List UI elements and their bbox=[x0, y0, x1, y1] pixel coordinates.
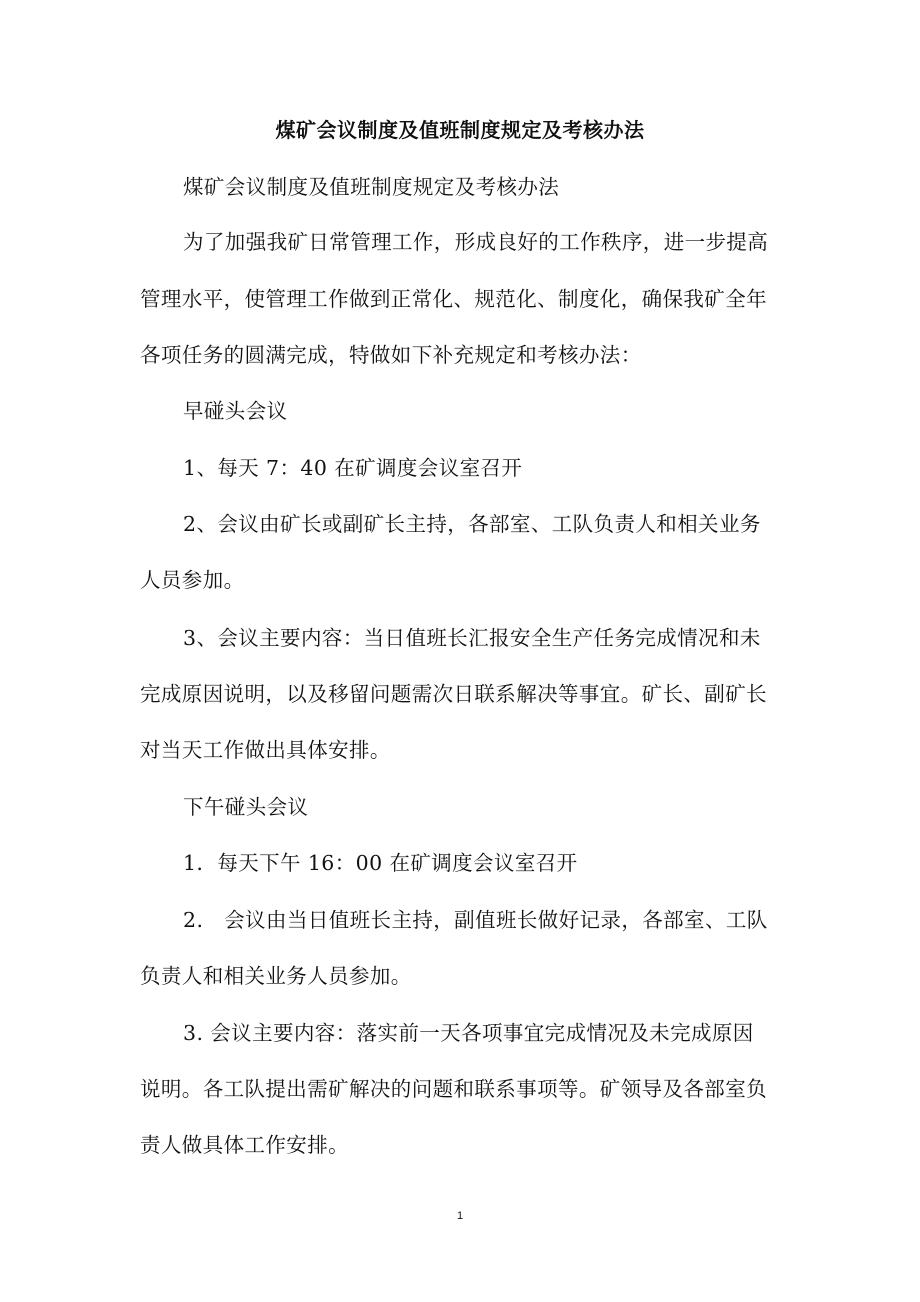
section-heading-afternoon-meeting: 下午碰头会议 bbox=[183, 795, 309, 819]
morning-item-1: 1、每天 7：40 在矿调度会议室召开 bbox=[183, 456, 523, 480]
afternoon-item-3-line-3: 责人做具体工作安排。 bbox=[140, 1133, 349, 1157]
afternoon-item-3-line-2: 说明。各工队提出需矿解决的问题和联系事项等。矿领导及各部室负 bbox=[140, 1077, 767, 1101]
afternoon-item-3-line-1: 3. 会议主要内容：落实前一天各项事宜完成情况及未完成原因 bbox=[183, 1021, 754, 1045]
paragraph-subtitle: 煤矿会议制度及值班制度规定及考核办法 bbox=[183, 175, 560, 199]
morning-item-3-line-2: 完成原因说明，以及移留问题需次日联系解决等事宜。矿长、副矿长 bbox=[140, 682, 767, 706]
page-number: 1 bbox=[456, 1210, 464, 1222]
section-heading-morning-meeting: 早碰头会议 bbox=[183, 399, 288, 423]
afternoon-item-1: 1．每天下午 16：00 在矿调度会议室召开 bbox=[183, 851, 578, 875]
morning-item-3-line-1: 3、会议主要内容：当日值班长汇报安全生产任务完成情况和未 bbox=[183, 626, 761, 650]
document-title: 煤矿会议制度及值班制度规定及考核办法 bbox=[275, 118, 645, 142]
paragraph-intro-line-2: 管理水平，使管理工作做到正常化、规范化、制度化，确保我矿全年 bbox=[140, 287, 767, 311]
morning-item-2-line-2: 人员参加。 bbox=[140, 568, 245, 592]
morning-item-2-line-1: 2、会议由矿长或副矿长主持，各部室、工队负责人和相关业务 bbox=[183, 512, 761, 536]
afternoon-item-2-line-2: 负责人和相关业务人员参加。 bbox=[140, 964, 412, 988]
morning-item-3-line-3: 对当天工作做出具体安排。 bbox=[140, 738, 391, 762]
paragraph-intro-line-3: 各项任务的圆满完成，特做如下补充规定和考核办法： bbox=[140, 343, 642, 367]
paragraph-intro-line-1: 为了加强我矿日常管理工作，形成良好的工作秩序，进一步提高 bbox=[183, 230, 769, 254]
afternoon-item-2-line-1: 2. 会议由当日值班长主持，副值班长做好记录，各部室、工队 bbox=[183, 908, 768, 932]
